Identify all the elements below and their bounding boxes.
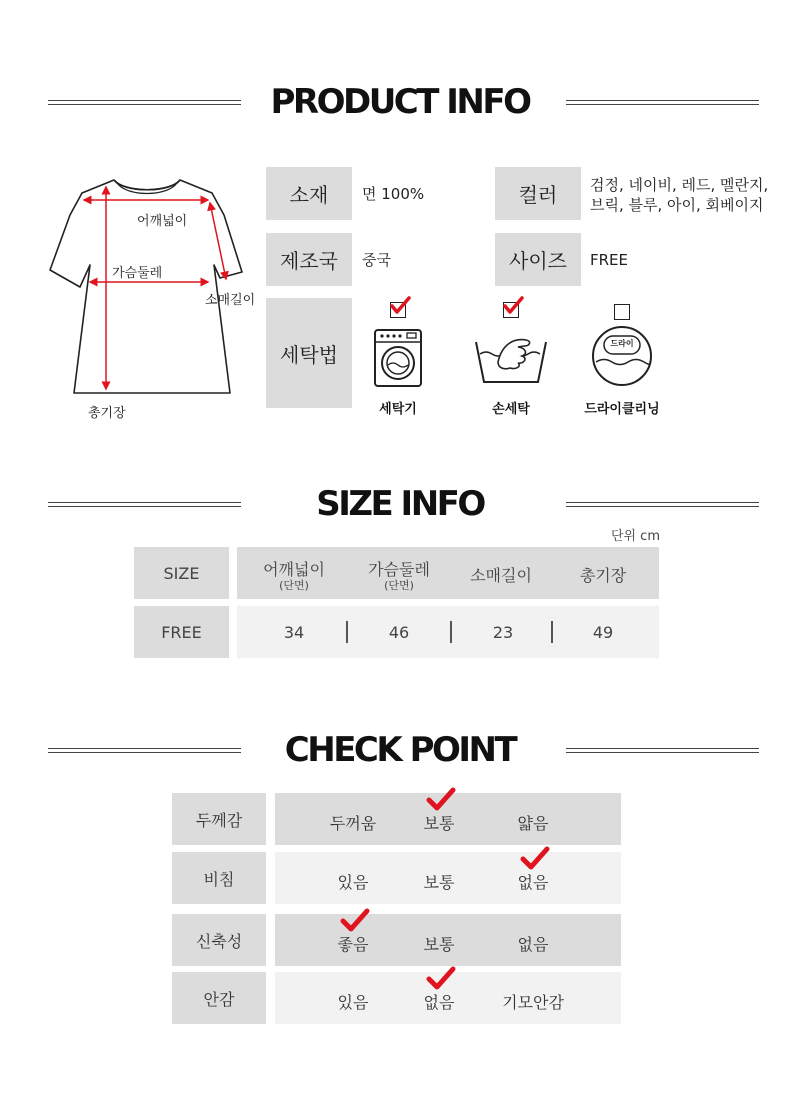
color-value-line2: 브릭, 블루, 아이, 회베이지: [590, 196, 764, 214]
check-option[interactable]: 있음: [337, 873, 369, 892]
material-value: 면 100%: [362, 184, 425, 203]
size-value-length: [553, 606, 653, 658]
size-header-sublabel: (단면): [384, 578, 414, 592]
check-row-label: 두께감: [172, 793, 266, 845]
size-header-sublabel: (단면): [279, 578, 309, 592]
check-icon: [389, 296, 411, 316]
color-value-line1: 검정, 네이비, 레드, 멜란지,: [590, 176, 769, 194]
origin-label: 제조국: [266, 233, 352, 286]
measure-label-chest: 가슴둘레: [112, 266, 163, 281]
check-option[interactable]: 보통: [423, 873, 455, 892]
header-rule-right: [566, 502, 759, 507]
size-header-label: 어깨넓이: [263, 559, 325, 579]
measure-label-length: 총기장: [88, 406, 126, 421]
origin-value: 중국: [362, 250, 391, 269]
size-value: 46: [388, 622, 410, 642]
size-header-label: 가슴둘레: [368, 559, 430, 579]
check-option[interactable]: 없음: [517, 873, 549, 892]
check-mark-icon: [426, 966, 456, 992]
wash-caption-hand: 손세탁: [492, 402, 530, 417]
size-header-shoulder: [244, 551, 344, 597]
check-option[interactable]: 없음: [517, 935, 549, 954]
size-header-label: 총기장: [579, 566, 627, 585]
wash-caption-machine: 세탁기: [379, 402, 417, 417]
size-row-size: FREE: [161, 622, 202, 642]
check-point-title: CHECK POINT: [284, 730, 516, 770]
check-option[interactable]: 있음: [337, 993, 369, 1012]
check-option[interactable]: 보통: [423, 814, 455, 833]
size-row-label: [134, 606, 229, 658]
color-value: [590, 170, 768, 220]
cell-divider: [450, 621, 452, 643]
dry-clean-icon-text: 드라이: [610, 339, 634, 348]
measure-label-shoulder: 어깨넓이: [137, 214, 188, 229]
check-row-label: 신축성: [172, 914, 266, 966]
size-header-chest: [349, 551, 449, 597]
check-mark-icon: [520, 846, 550, 872]
check-row-label: 비침: [172, 852, 266, 904]
color-label: 컬러: [495, 167, 581, 220]
size-header-label: SIZE: [163, 563, 200, 583]
check-row-label: 안감: [172, 972, 266, 1024]
size-header-label: 소매길이: [470, 566, 532, 585]
size-value-sleeve: [453, 606, 553, 658]
check-mark-icon: [426, 787, 456, 813]
size-value-chest: [349, 606, 449, 658]
material-label: 소재: [266, 167, 352, 220]
size-header-sleeve: [451, 547, 551, 599]
check-point-header: [0, 720, 800, 780]
size-value: 34: [283, 622, 305, 642]
size-info-title: SIZE INFO: [316, 484, 484, 524]
wash-item-machine: [343, 300, 453, 420]
size-value: 23: [492, 622, 514, 642]
wash-caption-dry: 드라이클리닝: [584, 402, 660, 417]
wash-item-hand: [456, 300, 566, 420]
check-option[interactable]: 없음: [423, 993, 455, 1012]
header-rule-right: [566, 748, 759, 753]
check-icon: [502, 296, 524, 316]
size-value-shoulder: [244, 606, 344, 658]
size-value: 49: [592, 622, 614, 642]
dry-clean-icon: [590, 324, 654, 388]
measure-label-sleeve: 소매길이: [205, 293, 256, 308]
check-option[interactable]: 기모안감: [502, 993, 564, 1012]
size-header-length: [553, 547, 653, 599]
product-info-header: [0, 72, 800, 132]
cell-divider: [346, 621, 348, 643]
washing-label: 세탁법: [266, 298, 352, 408]
header-rule-right: [566, 100, 759, 105]
size-value: FREE: [590, 250, 629, 269]
check-option[interactable]: 얇음: [517, 814, 549, 833]
wash-item-dry: [567, 300, 677, 420]
check-option[interactable]: 보통: [423, 935, 455, 954]
check-mark-icon: [340, 908, 370, 934]
washing-machine-icon: [373, 328, 423, 388]
size-info-header: [0, 474, 800, 534]
product-info-title: PRODUCT INFO: [270, 82, 530, 122]
hand-wash-icon: [474, 332, 548, 388]
size-label: 사이즈: [495, 233, 581, 286]
check-option[interactable]: 좋음: [337, 935, 369, 954]
unit-label: 단위 cm: [610, 529, 660, 544]
wash-checkbox-dry[interactable]: [614, 304, 630, 320]
check-option[interactable]: 두꺼움: [329, 814, 377, 833]
size-header-size: [134, 547, 229, 599]
